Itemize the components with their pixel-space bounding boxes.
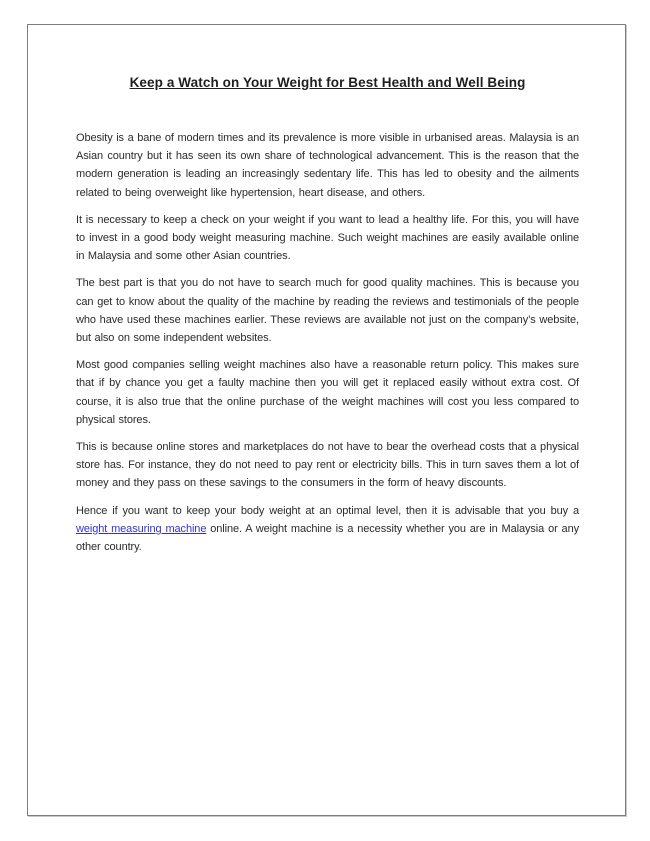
closing-text-before-link: Hence if you want to keep your body weight at an optimal level, then it is advisable that you buy a bbox=[76, 504, 579, 517]
weight-measuring-machine-link[interactable]: weight measuring machine bbox=[76, 522, 207, 535]
paragraph-closing bbox=[76, 502, 579, 557]
document-title: Keep a Watch on Your Weight for Best Health and Well Being bbox=[129, 75, 526, 90]
paragraph-reviews: The best part is that you do not have to search much for good quality machines. This is because you can get to know about the quality of the machine by reading the reviews and testimonials of the people who have used these machines earlier. These reviews are available not just on the company’s website, but also on some independent websites. bbox=[76, 277, 579, 345]
document-page bbox=[27, 24, 626, 816]
paragraph-return-policy: Most good companies selling weight machines also have a reasonable return policy. This makes sure that if by chance you get a faulty machine then you will get it replaced easily without extra cost. Of course, it is also true that the online purchase of the weight machines will cost you less compared to physical stores. bbox=[76, 359, 579, 426]
paragraph-keep-check: It is necessary to keep a check on your weight if you want to lead a healthy life. For this, you will have to invest in a good body weight measuring machine. Such weight machines are easily available online in Malaysia and some other Asian countries. bbox=[76, 213, 579, 263]
paragraph-online-stores: This is because online stores and marketplaces do not have to bear the overhead costs that a physical store has. For instance, they do not need to pay rent or electricity bills. This in turn saves them a lot of money and they pass on these savings to the consumers in the form of heavy discounts. bbox=[76, 441, 579, 490]
closing-text-after-link: online. A weight machine is a necessity whether you are in Malaysia or any other country. bbox=[76, 522, 579, 554]
paragraph-obesity-intro: Obesity is a bane of modern times and its prevalence is more visible in urbanised areas. Malaysia is an Asian country but it has seen its own share of technological advancement. This is the reason that the modern generation is leading an increasingly sedentary life. This has led to obesity and the ailments related to being overweight like hypertension, heart disease, and others. bbox=[76, 132, 579, 199]
